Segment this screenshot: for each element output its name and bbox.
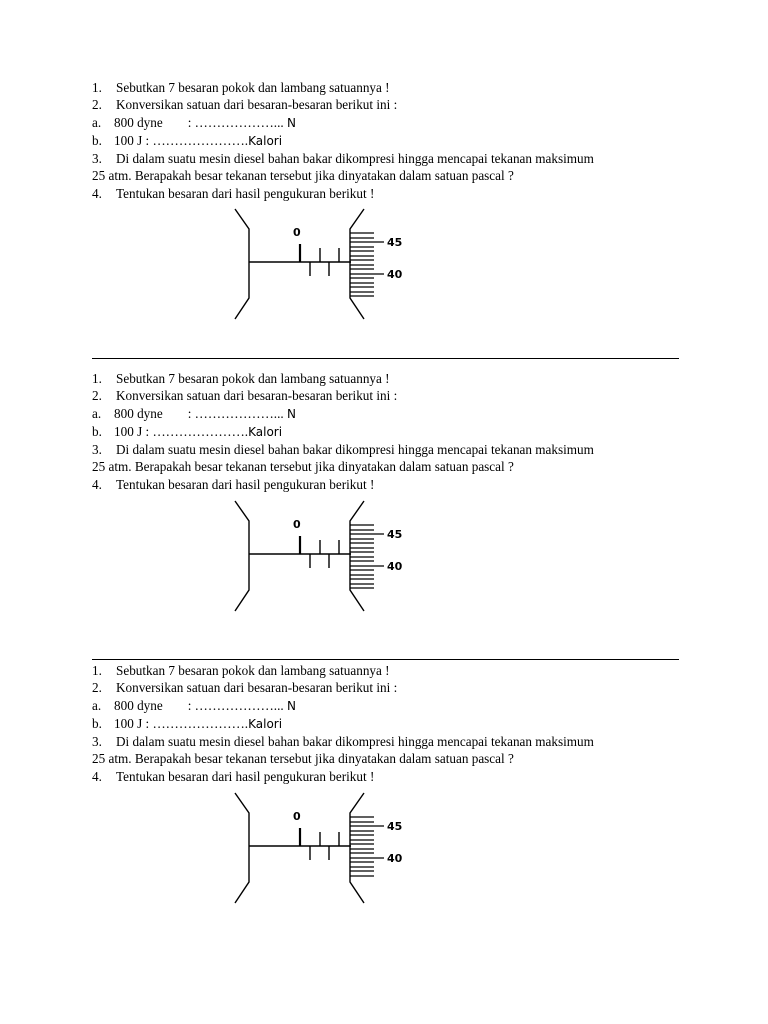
thimble-label-45: 45 — [387, 236, 403, 249]
question-2b: b. 100 J : ………………….Kalori — [92, 132, 283, 148]
main-scale-zero-label: 0 — [293, 518, 301, 531]
thimble-label-45: 45 — [387, 528, 403, 541]
question-2a: a. 800 dyne : ………………... N — [92, 697, 296, 713]
question-3-line-2: 25 atm. Berapakah besar tekanan tersebut jika dinyatakan dalam satuan pascal ? — [92, 751, 514, 767]
question-list — [92, 662, 594, 785]
question-list — [92, 370, 594, 493]
section-divider — [92, 659, 679, 660]
question-2b: b. 100 J : ………………….Kalori — [92, 715, 283, 731]
micrometer-diagram — [232, 206, 412, 321]
micrometer-diagram — [232, 498, 412, 613]
thimble-label-45: 45 — [387, 820, 403, 833]
worksheet-copy-2 — [0, 370, 768, 662]
question-2a: a. 800 dyne : ………………... N — [92, 405, 296, 421]
question-3: 3. Di dalam suatu mesin diesel bahan bakar dikompresi hingga mencapai tekanan maksimum — [92, 734, 594, 750]
question-1: 1. Sebutkan 7 besaran pokok dan lambang satuannya ! — [92, 663, 390, 678]
thimble-label-40: 40 — [387, 268, 403, 281]
main-scale-zero-label: 0 — [293, 810, 301, 823]
question-2: 2. Konversikan satuan dari besaran-besaran berikut ini : — [92, 680, 398, 696]
main-scale-zero-label: 0 — [293, 226, 301, 239]
question-2: 2. Konversikan satuan dari besaran-besaran berikut ini : — [92, 388, 398, 404]
question-3-line-2: 25 atm. Berapakah besar tekanan tersebut jika dinyatakan dalam satuan pascal ? — [92, 459, 514, 475]
question-2b: b. 100 J : ………………….Kalori — [92, 423, 283, 439]
question-list — [92, 79, 594, 202]
question-4: 4. Tentukan besaran dari hasil pengukuran berikut ! — [92, 768, 375, 784]
question-3: 3. Di dalam suatu mesin diesel bahan bakar dikompresi hingga mencapai tekanan maksimum — [92, 442, 594, 458]
question-3: 3. Di dalam suatu mesin diesel bahan bakar dikompresi hingga mencapai tekanan maksimum — [92, 151, 594, 167]
question-1: 1. Sebutkan 7 besaran pokok dan lambang satuannya ! — [92, 371, 390, 386]
question-4: 4. Tentukan besaran dari hasil pengukuran berikut ! — [92, 476, 375, 492]
question-2a: a. 800 dyne : ………………... N — [92, 114, 296, 130]
micrometer-diagram — [232, 790, 412, 905]
section-divider — [92, 358, 679, 359]
thimble-label-40: 40 — [387, 560, 403, 573]
worksheet-copy-1 — [0, 79, 768, 371]
question-2: 2. Konversikan satuan dari besaran-besaran berikut ini : — [92, 97, 398, 113]
worksheet-copy-3 — [0, 662, 768, 954]
thimble-label-40: 40 — [387, 852, 403, 865]
question-4: 4. Tentukan besaran dari hasil pengukuran berikut ! — [92, 185, 375, 201]
question-3-line-2: 25 atm. Berapakah besar tekanan tersebut jika dinyatakan dalam satuan pascal ? — [92, 168, 514, 184]
question-1: 1. Sebutkan 7 besaran pokok dan lambang satuannya ! — [92, 80, 390, 95]
